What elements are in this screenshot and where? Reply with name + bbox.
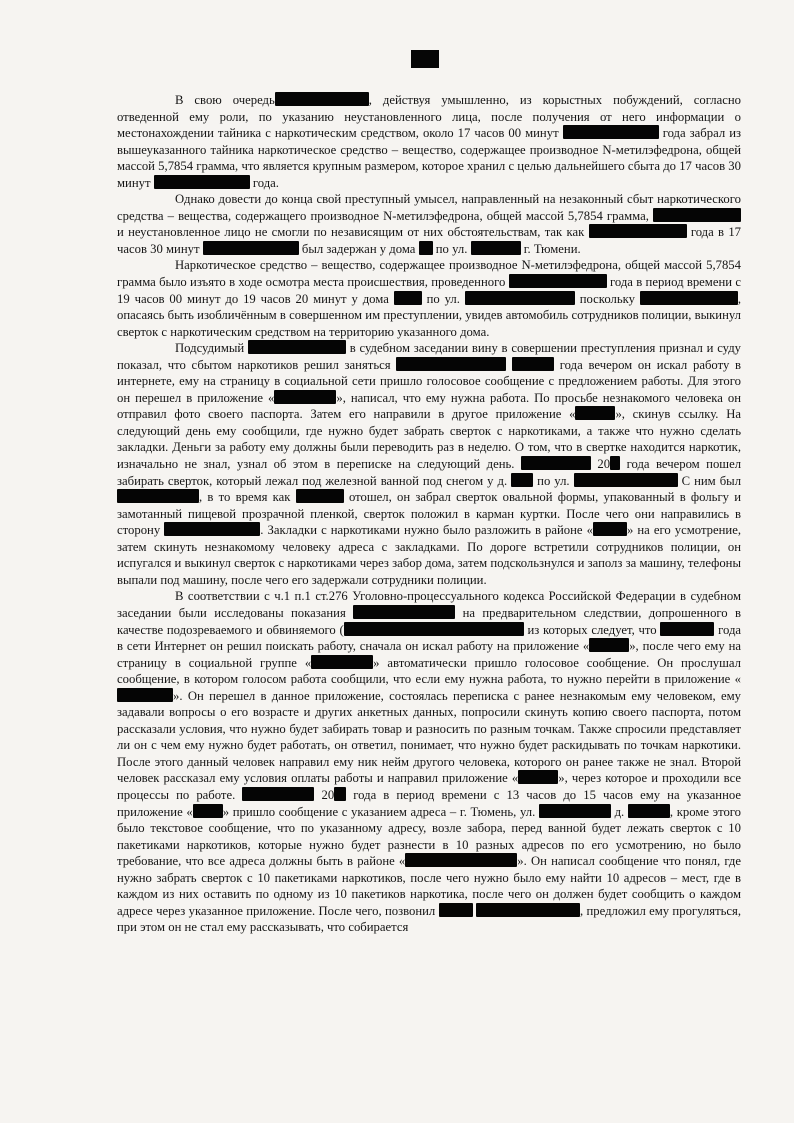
paragraph-5: В соответствии с ч.1 п.1 ст.276 Уголовно-процессуального кодекса Российской Федерации в судебном заседании были исследованы показания на предварительном следствии, допрошенного в качестве подозреваемого и обвиняемого ( из которых следует, что года в сети Интернет он решил поискать работу, сначала он искал работу на приложение « », после чего ему на страницу в социальной группе « » автоматически пришло голосовое сообщение. Он прослушал сообщение, в котором голосом работа сообщили, что если ему нужна работа, то нужно перейти в приложение «». Он перешел в данное приложение, состоялась переписка с ранее незнакомым ему человеком, ему задавали вопросы о его возрасте и других анкетных данных, попросили скинуть копию своего паспорта, потом рассказали условия, что нужно будет забирать товар и разносить по разным точкам. Также спросили представляет ли он с чем ему нужно будет работать, он ответил, понимает, что нужно будет раскидывать по точкам наркотики. После этого данный человек направил ему ник нейм другого человека, которого он ранее также не знал. Второй человек рассказал ему условия оплаты работы и направил приложение « », через которое и проходили все процессы по работе. 20 года в период времени с 13 часов до 15 часов ему на указанное приложение « » пришло сообщение с указанием адреса – г. Тюмень, ул. д. , кроме этого было текстовое сообщение, что по указанному адресу, возле забора, перед ванной будет лежать сверток с 10 пакетиками наркотиков, которые нужно будет разнести в 10 разных адресов по его усмотрению, но было требование, что все адреса должны быть в районе « ». Он написал сообщение что понял, где нужно забрать сверток с 10 пакетиками наркотиков, после чего нужно было ему найти 10 адресов – мест, где в каждом из них оставить по одному из 10 пакетиков наркотика, после чего он должен будет сообщить о каждом адресе через указанное приложение. После чего, позвонил , предложил ему прогуляться, при этом он не стал ему рассказывать, что собирается xyxy=(117,589,742,935)
redaction xyxy=(589,638,629,652)
redaction xyxy=(593,522,627,536)
redaction xyxy=(628,804,670,818)
redaction xyxy=(476,903,580,917)
redaction xyxy=(344,622,524,636)
redaction xyxy=(242,787,314,801)
redaction xyxy=(653,208,741,222)
redaction xyxy=(203,241,299,255)
redaction xyxy=(193,804,223,818)
redaction xyxy=(471,241,521,255)
redaction xyxy=(512,357,554,371)
redaction xyxy=(563,125,659,139)
redaction xyxy=(511,473,533,487)
redaction xyxy=(405,853,517,867)
redaction xyxy=(274,390,336,404)
redaction xyxy=(574,473,678,487)
redacted-page-number xyxy=(411,50,439,68)
redaction xyxy=(660,622,714,636)
redaction xyxy=(439,903,473,917)
redaction xyxy=(589,224,687,238)
redaction xyxy=(518,770,558,784)
document-body xyxy=(117,92,741,936)
redaction xyxy=(311,655,373,669)
paragraph-2: Однако довести до конца свой преступный умысел, направленный на незаконный сбыт наркотического средства – вещества, содержащего производное N-метилэфедрона, общей массой 5,7854 грамма, и неустановленное лицо не смогли по независящим от них обстоятельствам, так как года в 17 часов 30 минут был задержан у дома по ул. г. Тюмени. xyxy=(117,192,742,256)
redaction xyxy=(275,92,369,106)
redaction xyxy=(248,340,346,354)
paragraph-4: Подсудимый в судебном заседании вину в совершении преступления признал и суду показал, что сбытом наркотиков решил заняться года вечером он искал работу в интернете, ему на страницу в социальной сети пришло голосовое сообщение с предложением работы. Для этого он перешел в приложение « », написал, что ему нужна работа. По просьбе незнакомого человека он отправил фото своего паспорта. Затем его направили в другое приложение « », скинув ссылку. На следующий день ему сообщили, где нужно будет забрать сверток с наркотиками, а также что нужно сделать закладки. Деньги за работу ему должны были переводить раз в неделю. О том, что в свертке находится наркотик, изначально не знал, узнал об этом в переписке на следующий день. 20 года вечером пошел забирать сверток, который лежал под железной ванной под снегом у д. по ул. С ним был , в то время как отошел, он забрал сверток овальной формы, упакованный в фольгу и замотанный пищевой прозрачной пленкой, сверток положил в карман куртки. После чего они направились в сторону . Закладки с наркотиками нужно было разложить в районе « » на его усмотрение, затем скинуть незнакомому человеку адреса с закладками. По дороге встретили сотрудников полиции, он испугался и выкинул сверток с наркотиками через забор дома, затем подскользнулся и заполз за машину, телефоны выпали под машину, после чего его задержали сотрудники полиции. xyxy=(117,341,742,587)
redaction xyxy=(334,787,346,801)
redaction xyxy=(396,357,506,371)
redaction xyxy=(575,406,615,420)
redaction xyxy=(117,489,199,503)
redaction xyxy=(419,241,433,255)
redaction xyxy=(394,291,422,305)
paragraph-3: Наркотическое средство – вещество, содержащее производное N-метилэфедрона, общей массой 5,7854 грамма было изъято в ходе осмотра места происшествия, проведенного года в период времени с 19 часов 00 минут до 19 часов 20 минут у дома по ул. поскольку , опасаясь быть изобличённым в совершенном им преступлении, увидев автомобиль сотрудников полиции, выкинул сверток с наркотическим средством на территорию указанного дома. xyxy=(117,258,742,339)
redaction xyxy=(509,274,607,288)
redaction xyxy=(610,456,620,470)
redaction xyxy=(465,291,575,305)
redaction xyxy=(640,291,738,305)
redaction xyxy=(521,456,591,470)
redaction xyxy=(353,605,455,619)
redaction xyxy=(154,175,250,189)
paragraph-1: В свою очередь , действуя умышленно, из корыстных побуждений, согласно отведенной ему роли, по указанию неустановленного лица, после получения от него информации о местонахождении тайника с наркотическим средством, около 17 часов 00 минут года забрал из вышеуказанного тайника наркотическое средство – вещество, содержащее производное N-метилэфедрона, общей массой 5,7854 грамма, что является крупным размером, которое хранил с целью дальнейшего сбыта до 17 часов 30 минут года. xyxy=(117,93,742,190)
redaction xyxy=(164,522,260,536)
redaction xyxy=(296,489,344,503)
redaction xyxy=(539,804,611,818)
redaction xyxy=(117,688,173,702)
